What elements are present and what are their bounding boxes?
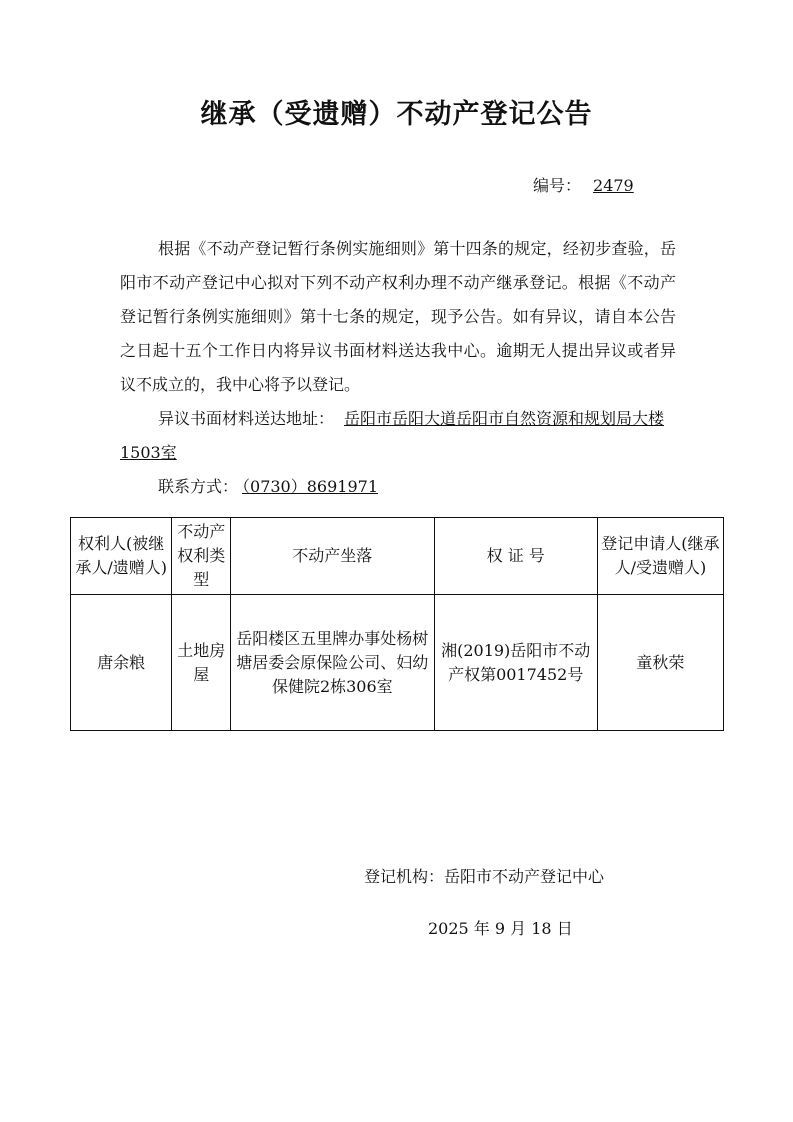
cell-applicant: 童秋荣 xyxy=(597,595,723,731)
table-row xyxy=(71,595,724,731)
notice-number-value: 2479 xyxy=(593,176,634,195)
property-table xyxy=(70,517,724,731)
cell-location: 岳阳楼区五里牌办事处杨树塘居委会原保险公司、妇幼保健院2栋306室 xyxy=(231,595,435,731)
header-location: 不动产坐落 xyxy=(231,518,435,595)
table-header-row xyxy=(71,518,724,595)
address-value: 岳阳市岳阳大道岳阳市自然资源和规划局大楼1503室 xyxy=(120,409,665,462)
address-label: 异议书面材料送达地址： xyxy=(158,409,335,428)
header-right-type: 不动产权利类型 xyxy=(172,518,231,595)
registration-authority xyxy=(364,864,604,887)
header-applicant: 登记申请人(继承人/受遗赠人) xyxy=(597,518,723,595)
notice-number xyxy=(533,173,634,196)
contact-label: 联系方式： xyxy=(158,477,239,496)
cell-certificate: 湘(2019)岳阳市不动产权第0017452号 xyxy=(434,595,597,731)
objection-address xyxy=(120,402,676,470)
header-owner: 权利人(被继承人/遗赠人) xyxy=(71,518,172,595)
contact-info xyxy=(158,470,378,504)
notice-paragraph: 根据《不动产登记暂行条例实施细则》第十四条的规定，经初步查验，岳阳市不动产登记中心拟对下列不动产权利办理不动产继承登记。根据《不动产登记暂行条例实施细则》第十七条的规定，现予公告。如有异议，请自本公告之日起十五个工作日内将异议书面材料送达我中心。逾期无人提出异议或者异议不成立的，我中心将予以登记。 xyxy=(120,239,676,394)
notice-date: 2025 年 9 月 18 日 xyxy=(428,919,573,938)
cell-right-type: 土地房屋 xyxy=(172,595,231,731)
header-certificate: 权 证 号 xyxy=(434,518,597,595)
contact-value: （0730）8691971 xyxy=(242,477,378,496)
notice-body xyxy=(120,232,676,402)
page-title: 继承（受遗赠）不动产登记公告 xyxy=(200,99,593,130)
authority-value: 岳阳市不动产登记中心 xyxy=(444,867,605,886)
notice-number-label: 编号： xyxy=(533,176,582,195)
cell-owner: 唐余粮 xyxy=(71,595,172,731)
authority-label: 登记机构： xyxy=(364,867,445,886)
